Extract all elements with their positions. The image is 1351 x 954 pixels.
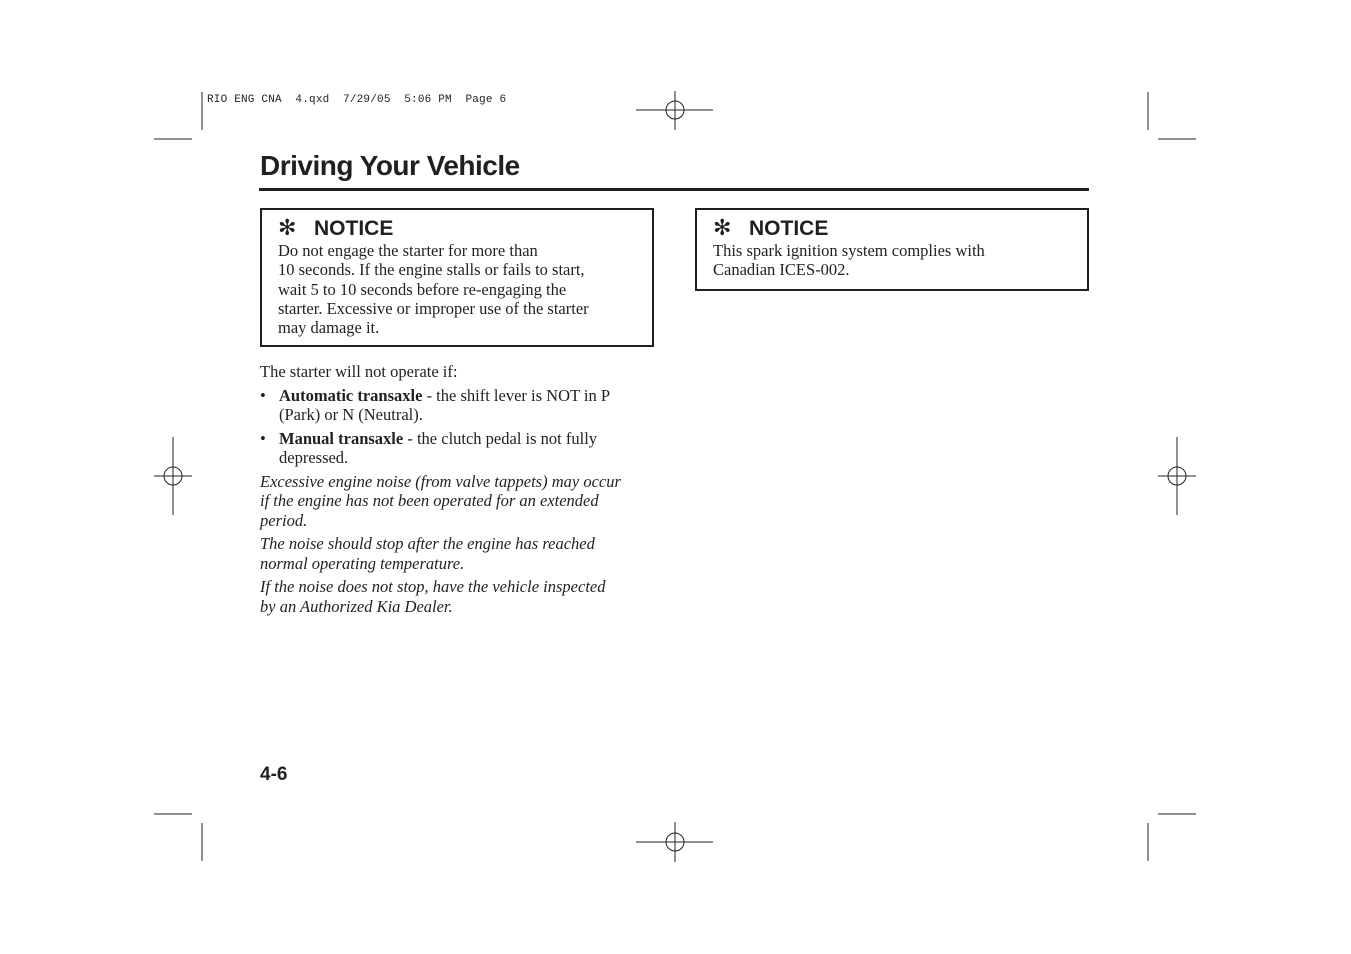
registration-mark-top — [636, 91, 713, 130]
notice-box-ices — [695, 208, 1089, 291]
paragraph-line: The noise should stop after the engine has reached — [260, 534, 595, 553]
registration-mark-left — [154, 437, 192, 515]
notice-body — [713, 241, 1071, 280]
bullet-term: Automatic transaxle — [279, 385, 423, 405]
notice-heading-label: NOTICE — [314, 217, 394, 240]
list-item — [260, 386, 660, 425]
paragraph-line: period. — [260, 510, 308, 530]
bullet-term: Manual transaxle — [279, 428, 404, 448]
notice-line: may damage it. — [278, 318, 380, 338]
italic-paragraph — [260, 534, 660, 573]
paragraph-line: Excessive engine noise (from valve tappets) may occur — [260, 471, 621, 491]
notice-heading-label: NOTICE — [749, 217, 829, 240]
page-title: Driving Your Vehicle — [260, 150, 520, 181]
notice-line: Do not engage the starter for more than — [278, 241, 538, 260]
print-slug: RIO ENG CNA 4.qxd 7/29/05 5:06 PM Page 6 — [207, 94, 507, 106]
paragraph-line: normal operating temperature. — [260, 553, 465, 573]
notice-line: Canadian ICES-002. — [713, 260, 850, 280]
bullet-text: depressed. — [279, 448, 349, 467]
bullet-text: (Park) or N (Neutral). — [279, 405, 423, 424]
registration-mark-bottom — [636, 822, 713, 862]
bullet-text: - the shift lever is NOT in P — [422, 385, 611, 405]
paragraph-line: If the noise does not stop, have the vehicle inspected — [260, 577, 606, 596]
registration-mark-right — [1158, 437, 1196, 515]
notice-heading — [713, 214, 1071, 241]
notice-heading — [278, 214, 636, 241]
title-rule — [259, 188, 1089, 191]
italic-paragraph — [260, 577, 660, 616]
paragraph-line: if the engine has not been operated for an extended — [260, 491, 599, 510]
notice-line: wait 5 to 10 seconds before re-engaging the — [278, 279, 567, 299]
intro-paragraph: The starter will not operate if: — [260, 362, 458, 381]
bullet-icon: • — [260, 385, 266, 405]
notice-body — [278, 241, 636, 337]
list-item — [260, 429, 660, 468]
notice-line: 10 seconds. If the engine stalls or fails to start, — [278, 260, 585, 280]
notice-box-starter — [260, 208, 654, 347]
page-number: 4-6 — [260, 764, 288, 785]
paragraph-line: by an Authorized Kia Dealer. — [260, 596, 453, 616]
asterisk-icon: ✻ — [278, 215, 297, 240]
asterisk-icon: ✻ — [713, 215, 732, 240]
notice-line: starter. Excessive or improper use of the starter — [278, 298, 589, 318]
bullet-icon: • — [260, 428, 266, 448]
italic-paragraph — [260, 472, 660, 531]
bullet-text: - the clutch pedal is not fully — [403, 428, 598, 448]
notice-line: This spark ignition system complies with — [713, 241, 985, 260]
body-column — [260, 362, 660, 620]
